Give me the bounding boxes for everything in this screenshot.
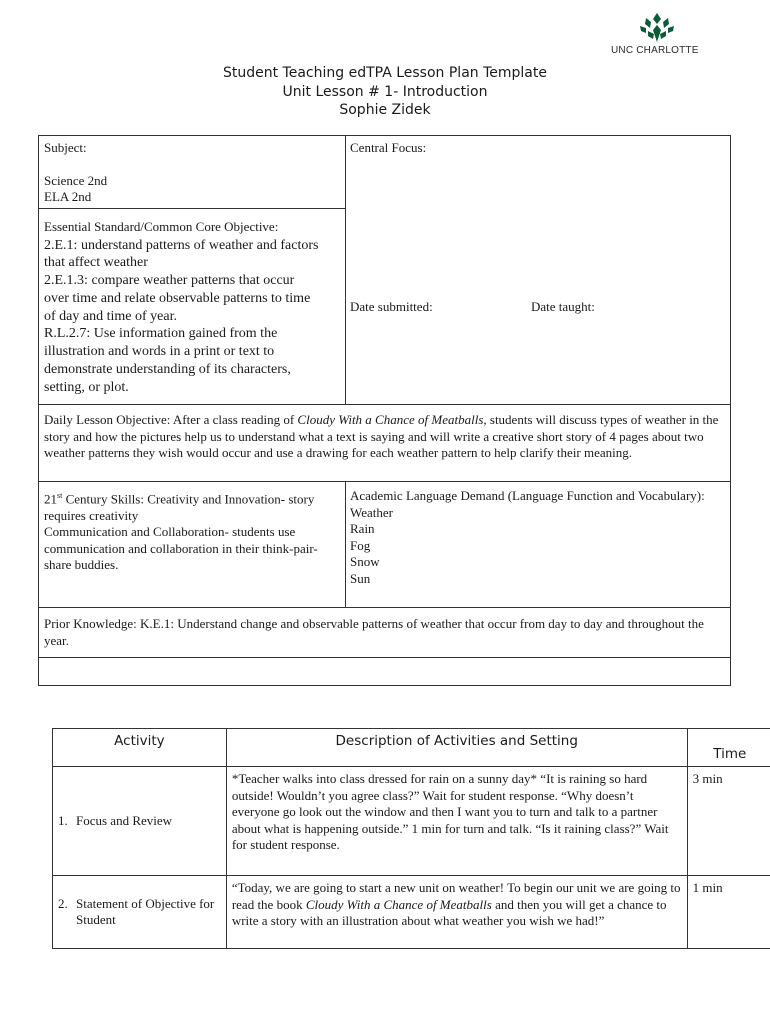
description-header: Description of Activities and Setting bbox=[226, 729, 687, 767]
daily-objective-cell: Daily Lesson Objective: After a class reading of Cloudy With a Chance of Meatballs, students will discuss types of weather in the story and how the pictures help us to understand what a text is saying and will write a creative short story of 4 pages about two weather patterns they wish would occur and use a drawing for each weather pattern to help clarify their meaning. bbox=[44, 412, 719, 460]
activities-table bbox=[52, 728, 770, 949]
vocab-item: Snow bbox=[350, 554, 380, 569]
doc-subtitle: Unit Lesson # 1- Introduction bbox=[282, 83, 488, 100]
document-header bbox=[0, 64, 770, 120]
subject-science: Science 2nd bbox=[44, 172, 108, 188]
doc-author: Sophie Zidek bbox=[339, 102, 431, 118]
central-focus-label: Central Focus: bbox=[350, 140, 427, 155]
table-row: 1. Focus and Review *Teacher walks into class dressed for rain on a sunny day* “It is raining so hard outside! Wouldn’t you agree class?” Wait for student response. “Why doesn’t everyone go look out the window and then I want you to turn and talk to a partner about what is happening outside.” 1 min for turn and talk. “Is it raining class?” Wait for student response. 3 min bbox=[53, 767, 770, 876]
vocab-item: Fog bbox=[350, 537, 371, 553]
table-row: 2. Statement of Objective for Student “Today, we are going to start a new unit on weather! To begin our unit we are going to read the book Cloudy With a Chance of Meatballs and then you will get a chance to write a story with an illustration about what weather you wish we had!” 1 min bbox=[53, 876, 770, 949]
academic-label: Academic Language Demand (Language Function and Vocabulary): bbox=[350, 488, 705, 503]
doc-title: Student Teaching edTPA Lesson Plan Template bbox=[223, 65, 547, 81]
skills-communication: Communication and Collaboration- students use communication and collaboration in their think-pair-share buddies. bbox=[44, 524, 318, 573]
activity-description: *Teacher walks into class dressed for rain on a sunny day* “It is raining so hard outside! Wouldn’t you agree class?” Wait for student response. “Why doesn’t everyone go look out the window and then I want you to turn and talk to a partner about what is happening outside.” 1 min for turn and talk. “Is it raining class?” Wait for student response. bbox=[226, 767, 687, 876]
vocab-item: Sun bbox=[350, 570, 371, 586]
academic-language-cell bbox=[345, 484, 730, 591]
date-taught-label: Date taught: bbox=[531, 299, 595, 314]
century-skills-cell: 21st Century Skills: Creativity and Innovation- story requires creativity Communication and Collaboration- students use communication and collaboration in their think-pair-share buddies. bbox=[39, 484, 345, 578]
essential-text: 2.E.1: understand patterns of weather and factors that affect weather 2.E.1.3: compare weather patterns that occur over time and relate observable patterns to time of day and time of year. R.L.2.7: Use information gained from the illustration and words in a print or text to demonstrate understanding of its characters, setting, or plot. bbox=[44, 237, 319, 395]
book-title: Cloudy With a Chance of Meatballs, bbox=[297, 412, 487, 427]
activity-description: “Today, we are going to start a new unit on weather! To begin our unit we are going to read the book Cloudy With a Chance of Meatballs and then you will get a chance to write a story with an illustration about what weather you wish we had!” bbox=[226, 876, 687, 949]
activity-name: Focus and Review bbox=[76, 812, 173, 828]
unc-charlotte-logo bbox=[608, 12, 716, 58]
vocab-item: Weather bbox=[350, 504, 393, 520]
crown-logo-icon bbox=[638, 12, 676, 44]
central-focus-cell bbox=[345, 136, 730, 161]
essential-label: Essential Standard/Common Core Objective: bbox=[44, 219, 279, 234]
date-submitted-label: Date submitted: bbox=[350, 299, 433, 314]
activity-time: 3 min bbox=[687, 767, 770, 876]
subject-cell bbox=[39, 136, 345, 208]
activity-time: 1 min bbox=[687, 876, 770, 949]
activity-name: Statement of Objective for Student bbox=[76, 895, 215, 927]
activity-header: Activity bbox=[53, 729, 227, 767]
subject-ela: ELA 2nd bbox=[44, 189, 92, 204]
essential-standard-cell bbox=[39, 215, 345, 403]
subject-label: Subject: bbox=[44, 140, 87, 155]
prior-knowledge-cell: Prior Knowledge: K.E.1: Understand change and observable patterns of weather that occur from day to day and throughout the year. bbox=[44, 616, 704, 648]
logo-text: UNC CHARLOTTE bbox=[611, 45, 699, 56]
vocab-item: Rain bbox=[350, 521, 375, 536]
time-header: Time bbox=[687, 729, 770, 767]
